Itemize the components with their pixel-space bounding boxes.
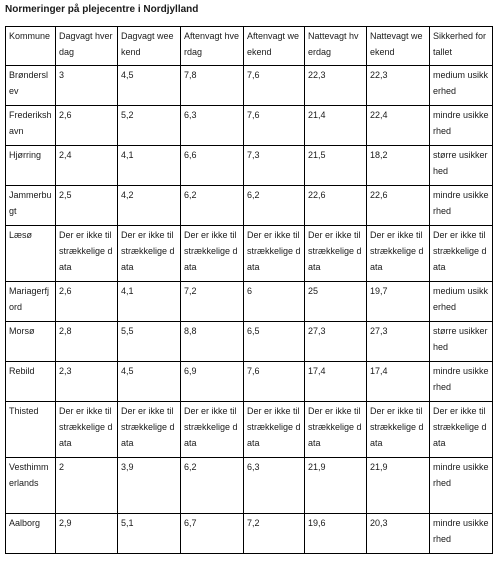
table-cell: Der er ikke tilstrækkelige data (244, 226, 305, 282)
header-cell: Dagvagt weekend (118, 27, 181, 66)
table-cell: 4,5 (118, 362, 181, 402)
table-cell: 4,2 (118, 186, 181, 226)
table-cell: 27,3 (305, 322, 367, 362)
table-cell: større usikkerhed (430, 146, 493, 186)
table-cell: 22,6 (305, 186, 367, 226)
table-cell: 6,6 (181, 146, 244, 186)
table-cell: 6,5 (244, 322, 305, 362)
table-row (6, 514, 493, 554)
table-cell: 27,3 (367, 322, 430, 362)
table-cell: 7,6 (244, 362, 305, 402)
table-cell: 2,5 (56, 186, 118, 226)
table-cell: 6,2 (181, 186, 244, 226)
table-cell: Der er ikke tilstrækkelige data (181, 402, 244, 458)
table-cell: Morsø (6, 322, 56, 362)
table-cell: mindre usikkerhed (430, 106, 493, 146)
table-cell: Der er ikke tilstrækkelige data (56, 402, 118, 458)
table-cell: Hjørring (6, 146, 56, 186)
table-row (6, 186, 493, 226)
table-cell: 22,3 (367, 66, 430, 106)
header-cell: Kommune (6, 27, 56, 66)
table-cell: 2,9 (56, 514, 118, 554)
table-cell: mindre usikkerhed (430, 514, 493, 554)
table-cell: 2,6 (56, 106, 118, 146)
table-cell: 2,4 (56, 146, 118, 186)
table-cell: 20,3 (367, 514, 430, 554)
table-cell: 21,5 (305, 146, 367, 186)
table-cell: Der er ikke tilstrækkelige data (305, 226, 367, 282)
table-cell: 7,2 (244, 514, 305, 554)
table-cell: 5,5 (118, 322, 181, 362)
header-cell: Dagvagt hverdag (56, 27, 118, 66)
table-cell: Mariagerfjord (6, 282, 56, 322)
table-header-row (6, 27, 493, 66)
table-cell: 4,1 (118, 146, 181, 186)
table-cell: Der er ikke tilstrækkelige data (430, 402, 493, 458)
table-row (6, 66, 493, 106)
table-cell: 7,6 (244, 66, 305, 106)
header-cell: Aftenvagt hverdag (181, 27, 244, 66)
table-cell: 5,2 (118, 106, 181, 146)
table-cell: 19,6 (305, 514, 367, 554)
table-cell: 22,4 (367, 106, 430, 146)
table-cell: 6,9 (181, 362, 244, 402)
table-cell: Der er ikke tilstrækkelige data (118, 226, 181, 282)
table-cell: 18,2 (367, 146, 430, 186)
table-cell: 2,8 (56, 322, 118, 362)
table-cell: 6,3 (181, 106, 244, 146)
table-cell: mindre usikkerhed (430, 458, 493, 514)
table-cell: Der er ikke tilstrækkelige data (118, 402, 181, 458)
table-row (6, 106, 493, 146)
table-cell: 3 (56, 66, 118, 106)
table-cell: Jammerbugt (6, 186, 56, 226)
staffing-table (5, 26, 493, 554)
table-cell: 6 (244, 282, 305, 322)
table-cell: 21,9 (305, 458, 367, 514)
table-cell: Thisted (6, 402, 56, 458)
table-cell: Der er ikke tilstrækkelige data (430, 226, 493, 282)
table-cell: 19,7 (367, 282, 430, 322)
table-cell: 22,3 (305, 66, 367, 106)
table-cell: Der er ikke tilstrækkelige data (244, 402, 305, 458)
table-cell: 6,3 (244, 458, 305, 514)
table-cell: 8,8 (181, 322, 244, 362)
table-cell: mindre usikkerhed (430, 186, 493, 226)
table-cell: 22,6 (367, 186, 430, 226)
table-cell: 4,1 (118, 282, 181, 322)
table-cell: 21,4 (305, 106, 367, 146)
table-cell: 2,6 (56, 282, 118, 322)
table-cell: Der er ikke tilstrækkelige data (56, 226, 118, 282)
header-cell: Aftenvagt weekend (244, 27, 305, 66)
table-cell: 4,5 (118, 66, 181, 106)
table-cell: 6,2 (181, 458, 244, 514)
table-cell: Der er ikke tilstrækkelige data (367, 402, 430, 458)
table-cell: medium usikkerhed (430, 66, 493, 106)
table-cell: 17,4 (367, 362, 430, 402)
table-cell: 2,3 (56, 362, 118, 402)
table-cell: Læsø (6, 226, 56, 282)
header-cell: Nattevagt weekend (367, 27, 430, 66)
table-cell: Rebild (6, 362, 56, 402)
table-cell: 21,9 (367, 458, 430, 514)
table-cell: Frederikshavn (6, 106, 56, 146)
table-row (6, 282, 493, 322)
table-cell: 5,1 (118, 514, 181, 554)
table-cell: Aalborg (6, 514, 56, 554)
table-cell: 6,2 (244, 186, 305, 226)
table-cell: 7,3 (244, 146, 305, 186)
table-cell: større usikkerhed (430, 322, 493, 362)
table-row (6, 362, 493, 402)
table-cell: 2 (56, 458, 118, 514)
table-cell: 3,9 (118, 458, 181, 514)
table-row (6, 146, 493, 186)
header-cell: Sikkerhed for tallet (430, 27, 493, 66)
table-row (6, 402, 493, 458)
table-cell: 17,4 (305, 362, 367, 402)
table-cell: 25 (305, 282, 367, 322)
table-cell: Brønderslev (6, 66, 56, 106)
table-cell: 7,6 (244, 106, 305, 146)
table-cell: medium usikkerhed (430, 282, 493, 322)
document-title: Normeringer på plejecentre i Nordjylland (5, 4, 199, 15)
table-row (6, 322, 493, 362)
table-row (6, 458, 493, 514)
table-cell: Vesthimmerlands (6, 458, 56, 514)
table-cell: Der er ikke tilstrækkelige data (367, 226, 430, 282)
header-cell: Nattevagt hverdag (305, 27, 367, 66)
table-cell: 7,2 (181, 282, 244, 322)
table-cell: mindre usikkerhed (430, 362, 493, 402)
table-cell: 7,8 (181, 66, 244, 106)
table-cell: 6,7 (181, 514, 244, 554)
table-cell: Der er ikke tilstrækkelige data (305, 402, 367, 458)
table-row (6, 226, 493, 282)
table-cell: Der er ikke tilstrækkelige data (181, 226, 244, 282)
